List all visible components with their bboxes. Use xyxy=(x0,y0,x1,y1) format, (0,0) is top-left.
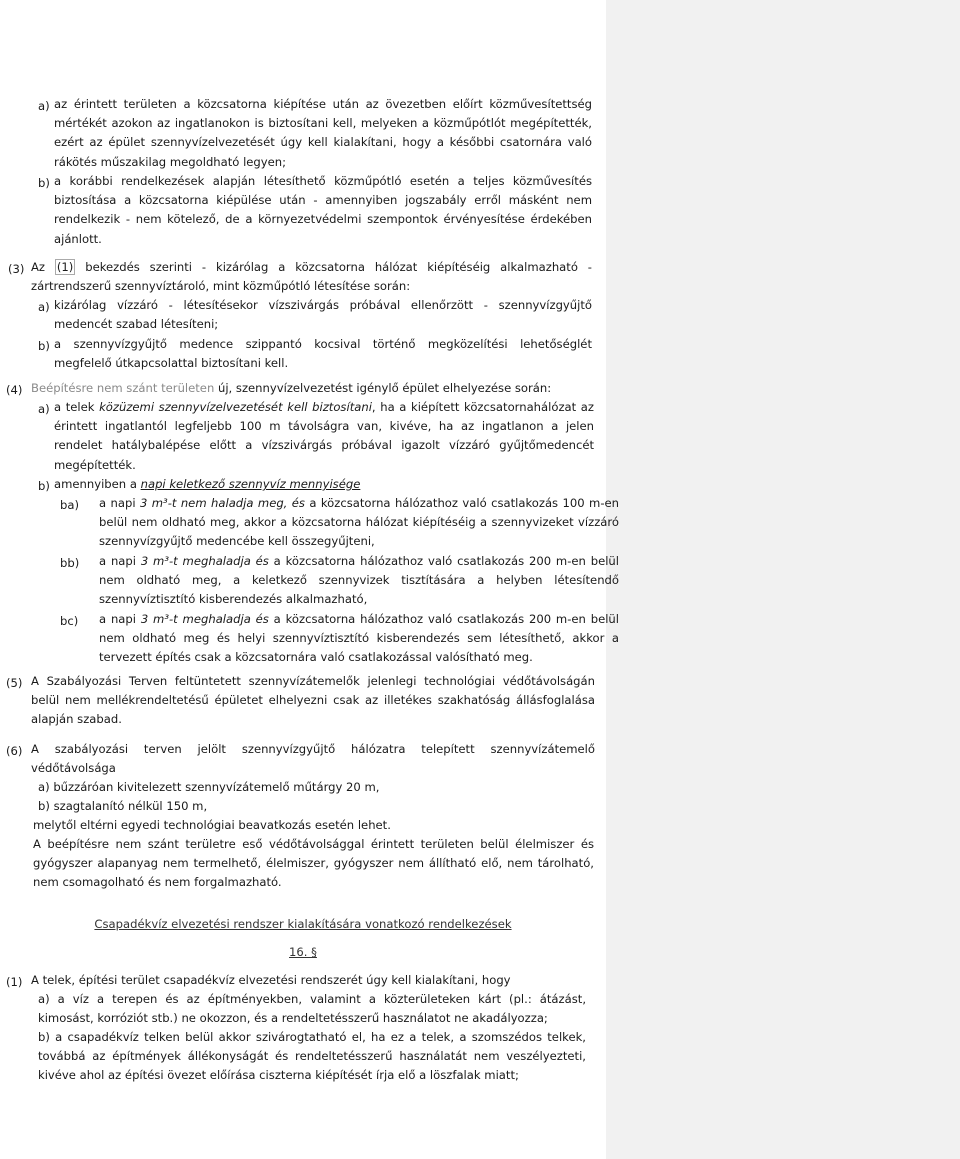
section-4-b-text xyxy=(54,475,594,494)
section-16-1-text: A telek, építési terület csapadékvíz elvezetési rendszerét úgy kell kialakítani, hogy xyxy=(31,973,511,987)
section-4-bc-pre: a napi xyxy=(99,612,141,626)
section-4-bb-pre: a napi xyxy=(99,554,141,568)
section-6-number: (6) xyxy=(6,744,23,758)
section-3-intro xyxy=(31,258,592,296)
section-3-b-label: b) xyxy=(38,339,50,353)
section-16-1-a: a) a víz a terepen és az építményekben, valamint a közterületeken kárt (pl.: átázást, kimosást, korróziót stb.) ne okozzon, és a rendeltetésszerű használatot ne akadályozza; xyxy=(38,992,586,1026)
section-4-bc-text xyxy=(99,610,619,668)
section-6-a: a) bűzzáróan kivitelezett szennyvízátemelő műtárgy 20 m, xyxy=(38,780,380,794)
section-4-bb-text xyxy=(99,552,619,610)
section-heading-number: 16. § xyxy=(289,945,317,959)
section-16-1-number: (1) xyxy=(6,975,23,989)
item-a-text: az érintett területen a közcsatorna kiépítése után az övezetben előírt közművesítettség mértékét azokon az ingatlanokon is biztosítani kell, melyeken a közműpótlót megépítették, ezért az épület szennyvízelvezetését úgy kell kialakítani, hogy a későbbi csatornára való rákötés műszakilag megoldható legyen; xyxy=(54,97,592,169)
section-4-intro xyxy=(31,379,601,398)
comment-margin-panel xyxy=(606,0,960,1159)
section-5-number: (5) xyxy=(6,676,23,690)
section-3-a-label: a) xyxy=(38,300,50,314)
section-4-b-italic: napi keletkező szennyvíz mennyisége xyxy=(140,477,361,491)
section-4-bc-label: bc) xyxy=(60,614,79,628)
section-4-a-label: a) xyxy=(38,402,50,416)
section-4-a-post: , ha a kiépített közcsatornahálózat az érintett ingatlantól legfeljebb 100 m távolságra van, kivéve, ha az ingatlanon a jelen rendelet hatálybalépése előtt a vízszivárgás próbával igazolt vízzáró gyűjtőmedencét megépítették. xyxy=(54,400,594,472)
section-3-b-text: a szennyvízgyűjtő medence szippantó kocsival történő megközelítési lehetőséglét megfelelő útkapcsolattal biztosítani kell. xyxy=(54,337,592,371)
item-a-label: a) xyxy=(38,99,50,113)
section-3-text-pre: Az xyxy=(31,260,55,274)
section-4-b-pre: amennyiben a xyxy=(54,477,141,491)
item-b-text: a korábbi rendelkezések alapján létesíthető közműpótló esetén a teljes közművesítés biztosítása a közcsatorna kiépülése után - amennyiben jogszabály erről másként nem rendelkezik - nem kötelező, de a környezetvédelmi szempontok érvényesítése érdekében ajánlott. xyxy=(54,174,592,246)
section-3-reference: (1) xyxy=(56,260,74,274)
section-4-ba-italic: 3 m³-t nem haladja meg, és xyxy=(139,496,305,510)
section-4-bc-italic: 3 m³-t meghaladja és xyxy=(140,612,269,626)
section-4-bb-italic: 3 m³-t meghaladja és xyxy=(140,554,269,568)
section-4-bb-post: a közcsatorna hálózathoz való csatlakozás 200 m-en belül nem oldható meg, a keletkező szennyvizek tisztítására a helyben létesítendő szennyvíztisztító kisberendezés alkalmazható, xyxy=(99,554,620,607)
section-4-a-pre: a telek xyxy=(54,400,100,414)
section-6-note: melytől eltérni egyedi technológiai beavatkozás esetén lehet. xyxy=(33,818,391,832)
section-4-ba-label: ba) xyxy=(60,498,79,512)
section-4-text: új, szennyvízelvezetést igénylő épület elhelyezése során: xyxy=(214,381,552,395)
section-16-1-b: b) a csapadékvíz telken belül akkor szivárogtatható el, ha ez a telek, a szomszédos telkek, továbbá az építmények állékonyságát és rendeltetésszerű használatát nem veszélyezteti, kivéve ahol az építési övezet előírása ciszterna kiépítését írja elő a löszfalak miatt; xyxy=(38,1030,586,1083)
section-4-a-italic: közüzemi szennyvízelvezetését kell biztosítani xyxy=(99,400,372,414)
section-heading-title: Csapadékvíz elvezetési rendszer kialakítására vonatkozó rendelkezések xyxy=(94,917,512,931)
section-3-text-post: bekezdés szerinti - kizárólag a közcsatorna hálózat kiépítéséig alkalmazható - zártrendszerű szennyvíztároló, mint közműpótló létesítése során: xyxy=(31,260,592,294)
section-6-b: b) szagtalanító nélkül 150 m, xyxy=(38,799,208,813)
section-4-deleted-text: Beépítésre nem szánt területen xyxy=(31,381,215,395)
section-3-a-text: kizárólag vízzáró - létesítésekor vízszivárgás próbával ellenőrzött - szennyvízgyűjtő medencét szabad létesíteni; xyxy=(54,298,592,332)
section-6-extra: A beépítésre nem szánt területre eső védőtávolsággal érintett területen belül élelmiszer és gyógyszer alapanyag nem termelhető, élelmiszer, gyógyszer nem állítható elő, nem tárolható, nem csomagolható és nem forgalmazható. xyxy=(33,837,594,890)
section-4-ba-post: a közcsatorna hálózathoz való csatlakozás 100 m-en belül nem oldható meg, akkor a közcsatorna hálózat kiépítéséig a szennyvizeket vízzáró szennyvízgyűjtő medencébe kell összegyűjteni, xyxy=(99,496,619,549)
section-6-text: A szabályozási terven jelölt szennyvízgyűjtő hálózatra telepített szennyvízátemelő védőtávolsága xyxy=(31,742,595,776)
section-4-number: (4) xyxy=(6,383,23,397)
section-4-a-text xyxy=(54,398,594,475)
section-3-number: (3) xyxy=(8,262,25,276)
section-4-bc-post: a közcsatorna hálózathoz való csatlakozás 200 m-en belül nem oldható meg és helyi szennyvíztisztító kisberendezés sem létesíthető, akkor a tervezett építés csak a közcsatornára való csatlakozással valósítható meg. xyxy=(99,612,620,665)
item-b-label: b) xyxy=(38,176,50,190)
section-4-ba-pre: a napi xyxy=(99,496,140,510)
section-4-bb-label: bb) xyxy=(60,556,80,570)
section-5-text: A Szabályozási Terven feltüntetett szennyvízátemelők jelenlegi technológiai védőtávolságán belül nem mellékrendeltetésű épületet elhelyezni csak az illetékes szakhatóság állásfoglalása alapján szabad. xyxy=(31,674,595,727)
section-4-b-label: b) xyxy=(38,479,50,493)
section-4-ba-text xyxy=(99,494,619,552)
